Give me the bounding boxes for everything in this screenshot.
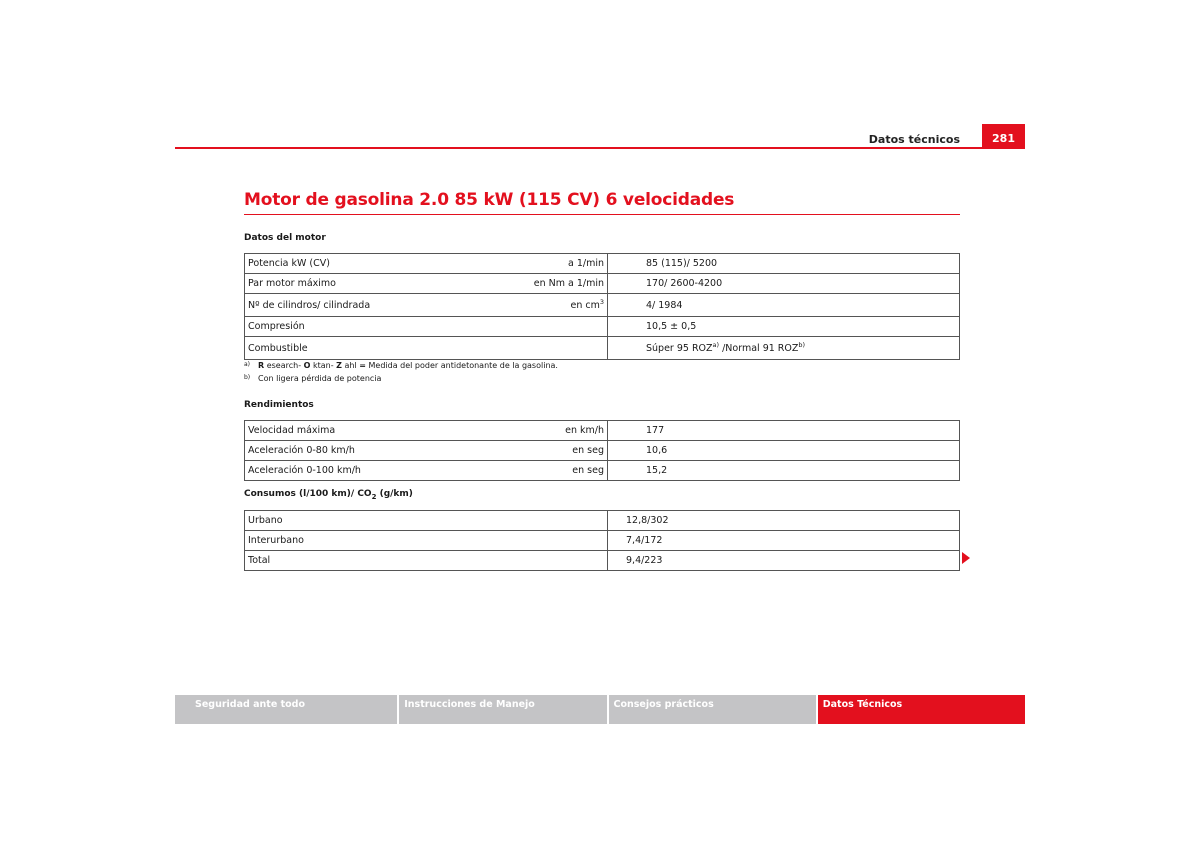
row-unit — [451, 337, 608, 360]
consumption-section-label — [244, 489, 413, 501]
row-value: 177 — [608, 421, 960, 441]
footnote-bold: R — [258, 361, 265, 370]
footer-tab-seguridad[interactable]: Seguridad ante todo — [175, 695, 399, 724]
row-name: Compresión — [245, 317, 452, 337]
footnote-text: esearch- — [264, 361, 304, 370]
header-rule — [175, 147, 1025, 149]
table-row — [245, 317, 960, 337]
footer-tab-consejos[interactable]: Consejos prácticos — [609, 695, 818, 724]
engine-section-label: Datos del motor — [244, 233, 326, 243]
footnote-mark: b) — [244, 374, 251, 381]
row-name: Combustible — [245, 337, 452, 360]
row-unit: en seg — [451, 461, 608, 481]
table-row — [245, 531, 960, 551]
row-unit: en Nm a 1/min — [451, 274, 608, 294]
unit-text: en cm — [570, 300, 600, 312]
footnote-text: ktan- — [310, 361, 337, 370]
table-row — [245, 294, 960, 317]
row-unit: en km/h — [451, 421, 608, 441]
title-rule — [244, 214, 960, 215]
table-row — [245, 461, 960, 481]
footnote-text: Con ligera pérdida de potencia — [258, 374, 382, 383]
footer-tab-datos-tecnicos[interactable]: Datos Técnicos — [818, 695, 1025, 724]
footnote-text: ahl — [341, 361, 360, 370]
table-row — [245, 254, 960, 274]
row-value — [608, 337, 960, 360]
row-name: Interurbano — [245, 531, 608, 551]
footnote-a — [244, 361, 558, 370]
row-unit: en seg — [451, 441, 608, 461]
row-value: 170/ 2600-4200 — [608, 274, 960, 294]
engine-table — [244, 253, 960, 360]
row-unit — [451, 294, 608, 317]
row-unit: a 1/min — [451, 254, 608, 274]
performance-table — [244, 420, 960, 481]
table-row — [245, 441, 960, 461]
triangle-right-icon[interactable] — [962, 552, 970, 564]
row-value: 12,8/302 — [608, 511, 960, 531]
row-unit — [451, 317, 608, 337]
row-value: 4/ 1984 — [608, 294, 960, 317]
footnote-ref-a: a) — [712, 341, 720, 350]
footnote-bold: = — [359, 361, 366, 370]
table-row — [245, 511, 960, 531]
footer-tab-instrucciones[interactable]: Instrucciones de Manejo — [399, 695, 608, 724]
footnote-b — [244, 374, 381, 383]
table-row — [245, 421, 960, 441]
label-text: (g/km) — [376, 489, 413, 499]
row-name: Nº de cilindros/ cilindrada — [245, 294, 452, 317]
row-name: Aceleración 0-80 km/h — [245, 441, 452, 461]
page-title: Motor de gasolina 2.0 85 kW (115 CV) 6 velocidades — [244, 190, 735, 210]
fuel-premium: Súper 95 ROZ — [646, 343, 713, 355]
footnote-bold: O — [303, 361, 311, 370]
row-value: 85 (115)/ 5200 — [608, 254, 960, 274]
running-header: Datos técnicos — [868, 133, 960, 146]
label-text: Consumos (l/100 km)/ CO — [244, 489, 372, 499]
table-row — [245, 337, 960, 360]
fuel-normal: /Normal 91 ROZ — [719, 343, 799, 355]
footnote-ref-b: b) — [798, 341, 806, 350]
row-value: 10,5 ± 0,5 — [608, 317, 960, 337]
footnote-mark: a) — [244, 361, 251, 368]
footnote-text: Medida del poder antidetonante de la gasolina. — [365, 361, 558, 370]
table-row — [245, 274, 960, 294]
row-name: Urbano — [245, 511, 608, 531]
row-name: Aceleración 0-100 km/h — [245, 461, 452, 481]
performance-section-label: Rendimientos — [244, 400, 314, 410]
page-number: 281 — [982, 124, 1025, 148]
row-value: 15,2 — [608, 461, 960, 481]
row-value: 10,6 — [608, 441, 960, 461]
row-name: Par motor máximo — [245, 274, 452, 294]
unit-superscript: 3 — [599, 298, 604, 307]
row-name: Total — [245, 551, 608, 571]
footer-nav — [175, 695, 1025, 724]
row-name: Potencia kW (CV) — [245, 254, 452, 274]
consumption-table — [244, 510, 960, 571]
footnote-bold: Z — [336, 361, 342, 370]
row-name: Velocidad máxima — [245, 421, 452, 441]
label-subscript: 2 — [371, 492, 377, 501]
table-row — [245, 551, 960, 571]
row-value: 9,4/223 — [608, 551, 960, 571]
row-value: 7,4/172 — [608, 531, 960, 551]
